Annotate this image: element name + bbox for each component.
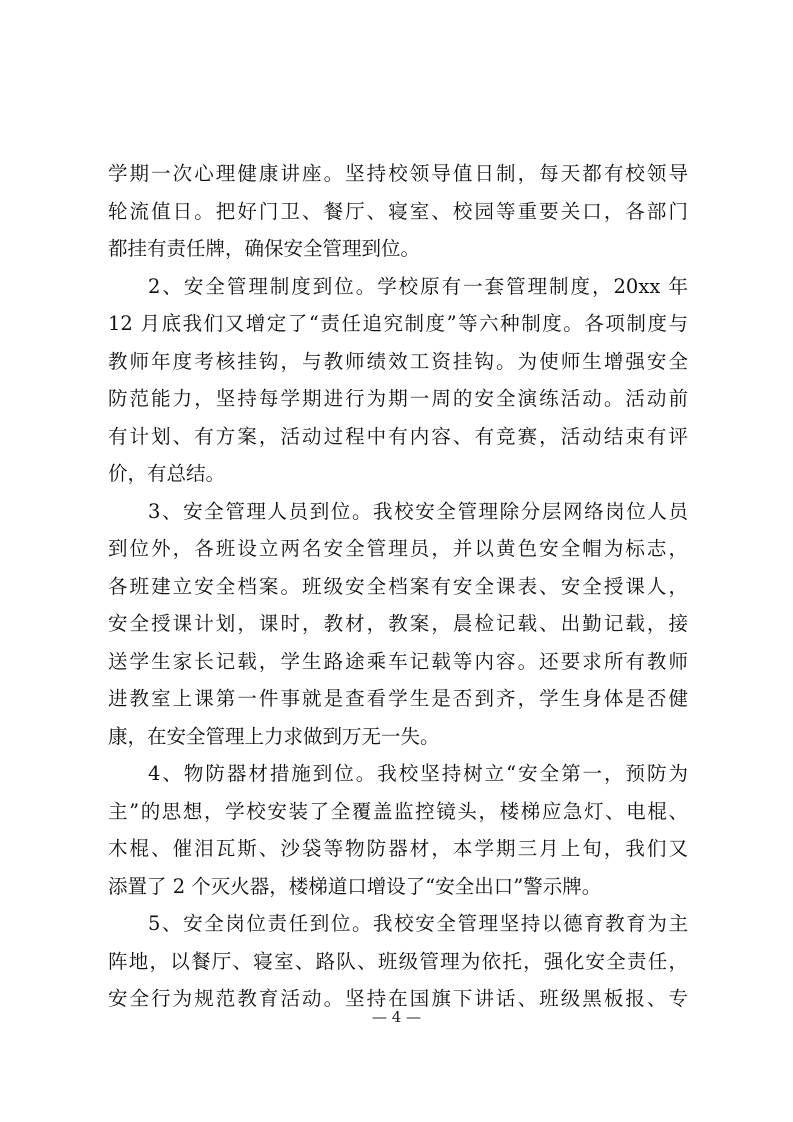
text-line: 都挂有责任牌，确保安全管理到位。 bbox=[108, 237, 421, 260]
text-line: 到位外，各班设立两名安全管理员，并以黄色安全帽为标志， bbox=[108, 537, 688, 560]
text-line: 安全授课计划，课时，教材，教案，晨检记载、出勤记载，接 bbox=[108, 612, 688, 635]
text-line: 康，在安全管理上力求做到万无一失。 bbox=[108, 724, 440, 748]
text-line: 送学生家长记载，学生路途乘车记载等内容。还要求所有教师 bbox=[108, 649, 688, 673]
text-line: 有计划、有方案，活动过程中有内容、有竞赛，活动结束有评 bbox=[108, 424, 688, 448]
text-line: 12 月底我们又增定了“责任追究制度”等六种制度。各项制度与 bbox=[108, 312, 688, 335]
text-line: 教师年度考核挂钩，与教师绩效工资挂钩。为使师生增强安全 bbox=[108, 349, 688, 373]
text-line: 各班建立安全档案。班级安全档案有安全课表、安全授课人， bbox=[108, 574, 688, 598]
text-line: 阵地，以餐厅、寝室、路队、班级管理为依托，强化安全责任， bbox=[108, 949, 688, 973]
text-line: 添置了 2 个灭火器，楼梯道口增设了“安全出口”警示牌。 bbox=[108, 874, 602, 898]
page-number: — 4 — bbox=[371, 1008, 422, 1026]
text-line: 木棍、催泪瓦斯、沙袋等物防器材，本学期三月上旬，我们又 bbox=[108, 837, 688, 860]
text-line: 5、安全岗位责任到位。我校安全管理坚持以德育教育为主 bbox=[148, 912, 688, 935]
text-line: 轮流值日。把好门卫、餐厅、寝室、校园等重要关口，各部门 bbox=[108, 199, 688, 223]
text-line: 价，有总结。 bbox=[108, 462, 226, 485]
text-line: 进教室上课第一件事就是查看学生是否到齐，学生身体是否健 bbox=[108, 687, 688, 710]
text-line: 2、安全管理制度到位。学校原有一套管理制度，20xx 年 bbox=[148, 274, 688, 298]
text-line: 安全行为规范教育活动。坚持在国旗下讲话、班级黑板报、专 bbox=[108, 987, 688, 1010]
text-line: 主”的思想，学校安装了全覆盖监控镜头，楼梯应急灯、电棍、 bbox=[108, 799, 688, 823]
text-line: 3、安全管理人员到位。我校安全管理除分层网络岗位人员 bbox=[148, 499, 688, 523]
text-line: 学期一次心理健康讲座。坚持校领导值日制，每天都有校领导 bbox=[108, 162, 688, 185]
body-text bbox=[108, 155, 688, 1018]
text-line: 4、物防器材措施到位。我校坚持树立“安全第一，预防为 bbox=[148, 762, 688, 785]
text-line: 防范能力，坚持每学期进行为期一周的安全演练活动。活动前 bbox=[108, 387, 688, 410]
